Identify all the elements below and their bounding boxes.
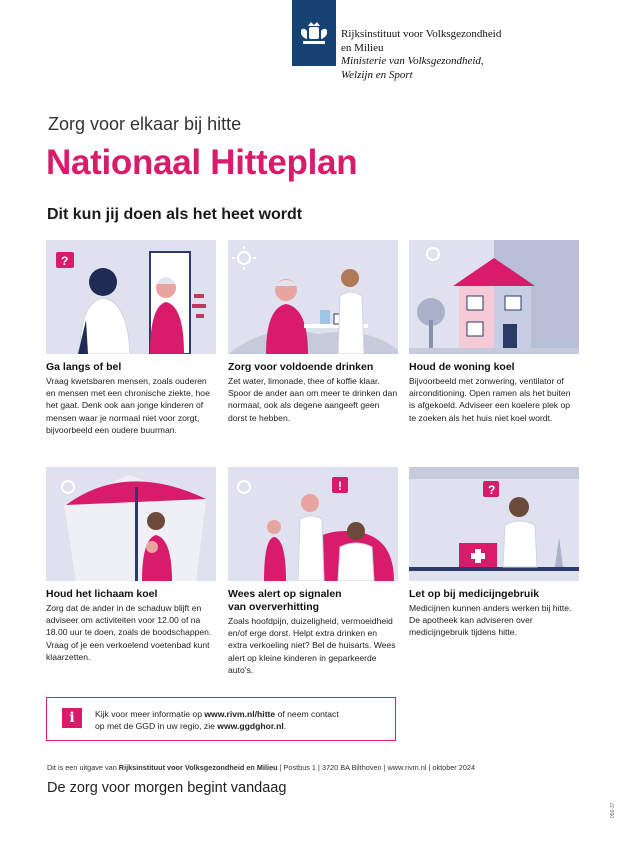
rivm-link[interactable]: www.rivm.nl/hitte	[204, 709, 276, 719]
card-title: Zorg voor voldoende drinken	[228, 361, 374, 373]
footer-org: Rijksinstituut voor Volksgezondheid en Milieu	[118, 763, 278, 772]
svg-text:?: ?	[488, 483, 496, 497]
illustration-drinks	[228, 240, 398, 354]
card-title-line-2: van oververhitting	[228, 601, 320, 613]
card-text: Zet water, limonade, thee of koffie klaar. Spoor de ander aan om meer te drinken dan normaal, ook als degene aangeeft geen dorst te hebben.	[228, 376, 398, 423]
svg-text:?: ?	[61, 254, 69, 268]
illustration-house	[409, 240, 579, 354]
card-text: Zoals hoofdpijn, duizeligheid, vermoeidheid en/of erge dorst. Helpt extra drinken en extra verkoeling niet? Bel de huisarts. Wees alert op kleine kinderen in geparkeerde auto’s.	[228, 616, 396, 675]
card-text: Bijvoorbeeld met zonwering, ventilator of airconditioning. Open ramen als het buiten is afgekoeld. Adviseer een koelere plek op te zoeken als het huis niet koel wordt.	[409, 376, 571, 423]
info-icon: i	[62, 708, 82, 728]
card-title: Houd de woning koel	[409, 361, 515, 373]
svg-text:!: !	[338, 479, 342, 493]
illustration-signals	[228, 467, 398, 581]
card-overheating-signals	[228, 467, 398, 676]
info-text	[95, 708, 339, 732]
footer-text: | Postbus 1 | 3720 BA Bilthoven | www.rivm.nl | oktober 2024	[277, 763, 475, 772]
card-enough-drinks	[228, 240, 398, 424]
government-logo-bar	[292, 0, 336, 66]
document-code: 056-37	[610, 802, 616, 818]
illustration-medication	[409, 467, 579, 581]
card-text: Zorg dat de ander in de schaduw blijft en adviseer om activiteiten voor 12.00 of na 18.00 uur te doen, zoals de boodschappen. Vraag of je een verkoelend voetenbad kunt klaarzetten.	[46, 603, 212, 662]
org-line-2: en Milieu	[341, 41, 384, 54]
info-text-part: of neem contact	[275, 709, 339, 719]
card-title: Let op bij medicijngebruik	[409, 588, 540, 600]
organization-name	[341, 28, 501, 82]
illustration-visit	[46, 240, 216, 354]
kicker-text: Zorg voor elkaar bij hitte	[48, 114, 242, 134]
illustration-shade	[46, 467, 216, 581]
page-subtitle: Dit kun jij doen als het heet wordt	[47, 206, 303, 223]
footer-publisher	[47, 763, 475, 772]
card-keep-home-cool	[409, 240, 579, 424]
page-title: Nationaal Hitteplan	[46, 143, 358, 182]
ggd-link[interactable]: www.ggdghor.nl	[217, 721, 284, 731]
org-line-1: Rijksinstituut voor Volksgezondheid	[341, 28, 502, 40]
footer-text: Dit is een uitgave van	[47, 763, 119, 772]
card-keep-body-cool	[46, 467, 216, 663]
info-text-part: .	[283, 721, 287, 731]
info-text-part: op met de GGD in uw regio, zie	[95, 721, 218, 731]
info-text-part: Kijk voor meer informatie op	[95, 709, 205, 719]
ministry-line-2: Welzijn en Sport	[341, 68, 413, 81]
tagline: De zorg voor morgen begint vandaag	[47, 780, 287, 796]
info-box	[46, 697, 396, 741]
card-text: Medicijnen kunnen anders werken bij hitte. De apotheek kan adviseren over medicijngebruik tijdens hitte.	[409, 603, 572, 638]
card-title: Ga langs of bel	[46, 361, 122, 373]
card-visit-or-call	[46, 240, 216, 436]
card-text: Vraag kwetsbaren mensen, zoals ouderen en mensen met een chronische ziekte, hoe het gaat. Denk ook aan jonge kinderen of mensen waar je normaal niet voor zorgt, bijvoorbeeld een oudere buurman.	[46, 376, 210, 435]
ministry-line-1: Ministerie van Volksgezondheid,	[341, 55, 484, 67]
card-medication	[409, 467, 579, 639]
card-title-line-1: Wees alert op signalen	[228, 588, 342, 600]
coat-of-arms-icon	[298, 20, 330, 48]
card-title: Houd het lichaam koel	[46, 588, 158, 600]
